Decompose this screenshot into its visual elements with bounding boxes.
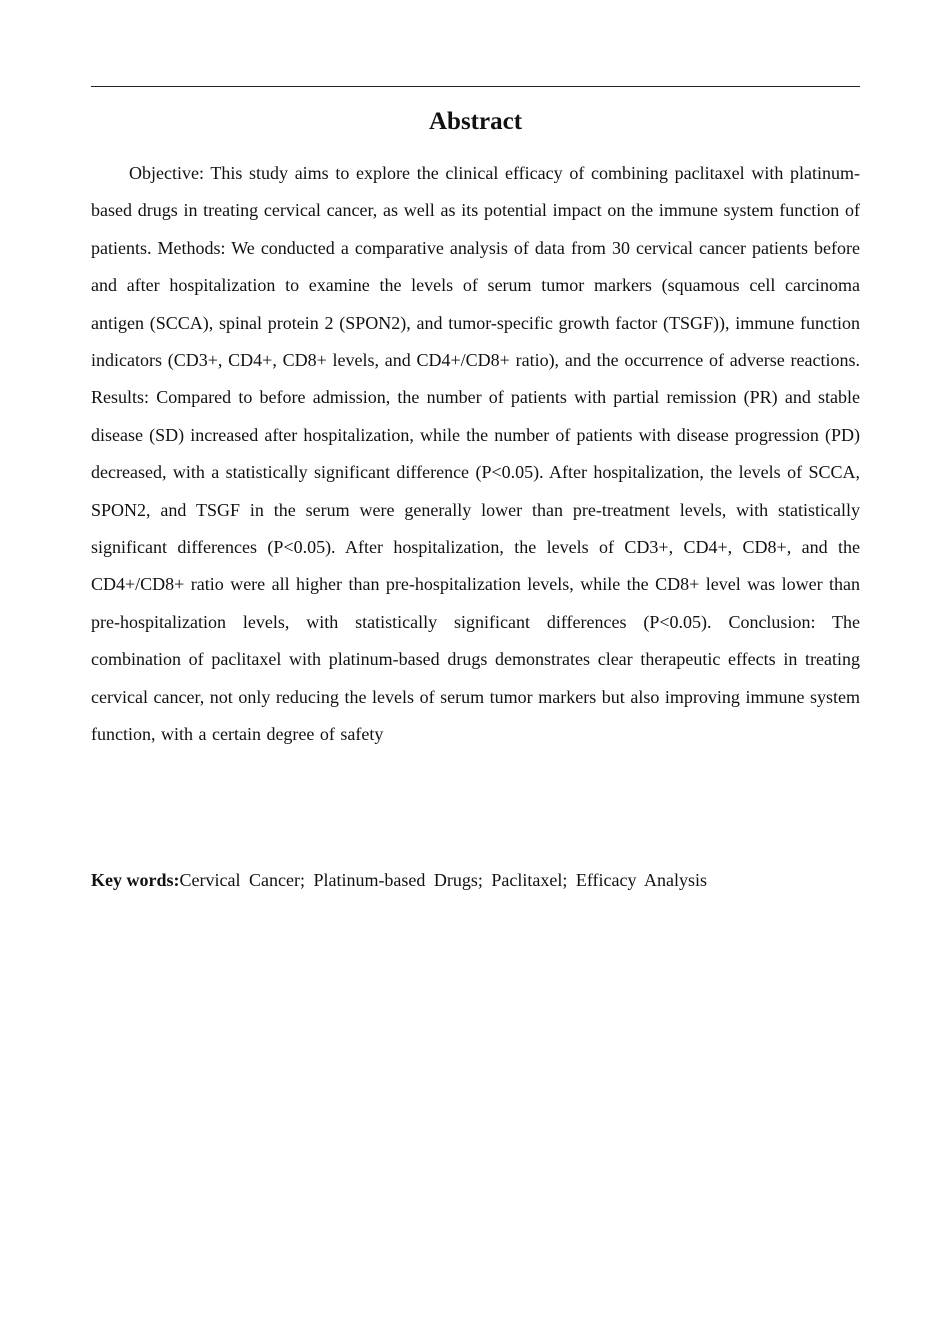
keywords-text: Cervical Cancer; Platinum-based Drugs; Paclitaxel; Efficacy Analysis xyxy=(179,870,708,890)
keywords-label: Key words: xyxy=(91,870,180,890)
header-rule xyxy=(91,86,860,87)
abstract-title: Abstract xyxy=(428,108,523,135)
keywords-line xyxy=(91,862,860,898)
abstract-body: Objective: This study aims to explore the clinical efficacy of combining paclitaxel with platinum-based drugs in treating cervical cancer, as well as its potential impact on the immune system function of patients. Methods: We conducted a comparative analysis of data from 30 cervical cancer patients before and after hospitalization to examine the levels of serum tumor markers (squamous cell carcinoma antigen (SCCA), spinal protein 2 (SPON2), and tumor-specific growth factor (TSGF)), immune function indicators (CD3+, CD4+, CD8+ levels, and CD4+/CD8+ ratio), and the occurrence of adverse reactions. Results: Compared to before admission, the number of patients with partial remission (PR) and stable disease (SD) increased after hospitalization, while the number of patients with disease progression (PD) decreased, with a statistically significant difference (P<0.05). After hospitalization, the levels of SCCA, SPON2, and TSGF in the serum were generally lower than pre-treatment levels, with statistically significant differences (P<0.05). After hospitalization, the levels of CD3+, CD4+, CD8+, and the CD4+/CD8+ ratio were all higher than pre-hospitalization levels, while the CD8+ level was lower than pre-hospitalization levels, with statistically significant differences (P<0.05). Conclusion: The combination of paclitaxel with platinum-based drugs demonstrates clear therapeutic effects in treating cervical cancer, not only reducing the levels of serum tumor markers but also improving immune system function, with a certain degree of safety xyxy=(91,163,860,745)
